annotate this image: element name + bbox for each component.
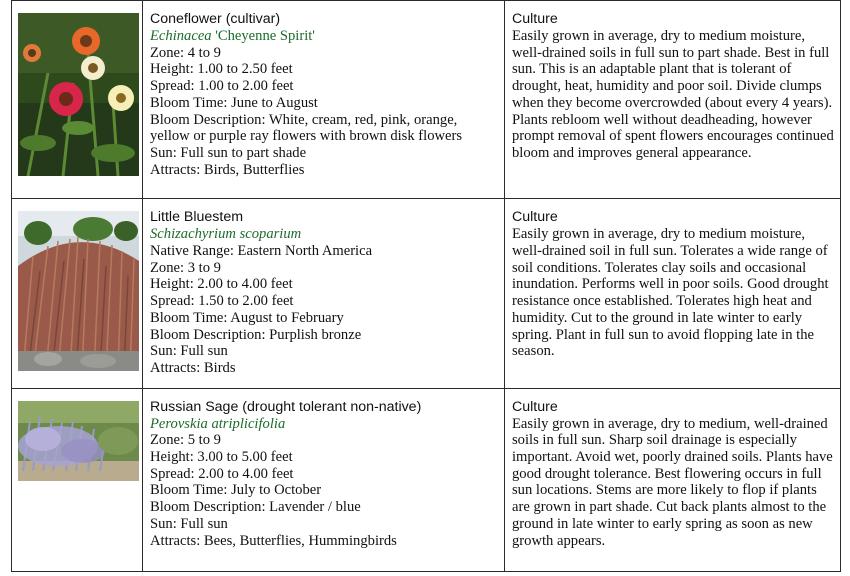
photo-cell [12,388,143,571]
plant-common-name: Coneflower (cultivar) [150,11,281,27]
plant-detail: Attracts: Bees, Butterflies, Hummingbirds [150,532,397,549]
culture-heading: Culture [512,398,558,415]
table-row [12,1,841,199]
plant-detail: Bloom Description: White, cream, red, pink, orange, yellow or purple ray flowers with brown disk flowers [150,111,463,145]
plant-detail: Sun: Full sun to part shade [150,144,307,161]
russian-sage-photo [18,401,139,481]
plant-detail: Spread: 1.50 to 2.00 feet [150,293,294,310]
culture-text: Easily grown in average, dry to medium, well-drained soils in full sun. Sharp soil drainage is especially important. Avoid wet, poorly drained soils. Plants have good drought tolerance. Best flowering occurs in full sun locations. Stems are more likely to flop if plants are grown in part shade. Cut back plants almost to the ground in late winter to early spring as soon as new growth appears. [512,415,833,549]
plant-detail: Bloom Description: Lavender / blue [150,499,361,516]
table-row [12,388,841,571]
plant-detail: Native Range: Eastern North America [150,243,373,260]
grass-photo [18,211,139,371]
coneflower-photo [18,13,139,176]
plant-detail: Bloom Time: July to October [150,482,322,499]
plant-detail: Attracts: Birds [150,359,236,376]
plant-detail: Zone: 4 to 9 [150,44,221,61]
plant-table [11,0,841,572]
culture-heading: Culture [512,209,558,226]
photo-cell [12,199,143,388]
plant-detail: Attracts: Birds, Butterflies [150,161,305,178]
plant-scientific-name: Schizachyrium scoparium [150,226,302,243]
table-row [12,199,841,388]
plant-detail: Bloom Time: August to February [150,309,344,326]
culture-text: Easily grown in average, dry to medium moisture, well-drained soils in full sun to part shade. Best in full sun. This is an adaptable plant that is tolerant of drought, heat, humidity and poor soil. Divide clumps when they become overcrowded (about every 4 years). Plants rebloom well without deadheading, however prompt removal of spent flowers encourages continued bloom and improves general appearance. [512,28,834,161]
plant-detail: Height: 2.00 to 4.00 feet [150,276,293,293]
plant-info-cell [143,199,505,388]
plant-detail: Spread: 1.00 to 2.00 feet [150,78,294,95]
culture-cell [505,199,841,388]
plant-detail: Zone: 5 to 9 [150,432,221,449]
plant-info-cell [143,1,505,199]
photo-cell [12,1,143,199]
plant-detail: Height: 3.00 to 5.00 feet [150,449,293,466]
plant-scientific-name: Echinacea 'Cheyenne Spirit' [150,28,315,44]
plant-detail: Zone: 3 to 9 [150,259,221,276]
plant-scientific-name: Perovskia atriplicifolia [150,415,286,432]
plant-detail: Sun: Full sun [150,515,228,532]
culture-heading: Culture [512,11,558,27]
plant-detail: Sun: Full sun [150,343,228,360]
plant-detail: Bloom Description: Purplish bronze [150,326,362,343]
culture-cell [505,1,841,199]
culture-text: Easily grown in average, dry to medium moisture, well-drained soil in full sun. Tolerates a wide range of soil conditions. Tolerates clay soils and occasional inundation. Performs well in poor soils. Good drought resistance once established. Tolerates high heat and humidity. Cut to the ground in late winter to early spring. Plant in full sun to avoid flopping late in the season. [512,226,829,360]
plant-common-name: Little Bluestem [150,209,244,226]
plant-detail: Height: 1.00 to 2.50 feet [150,61,293,78]
plant-detail: Spread: 2.00 to 4.00 feet [150,465,294,482]
plant-common-name: Russian Sage (drought tolerant non-native) [150,398,422,415]
plant-detail: Bloom Time: June to August [150,94,318,111]
plant-info-cell [143,388,505,571]
culture-cell [505,388,841,571]
